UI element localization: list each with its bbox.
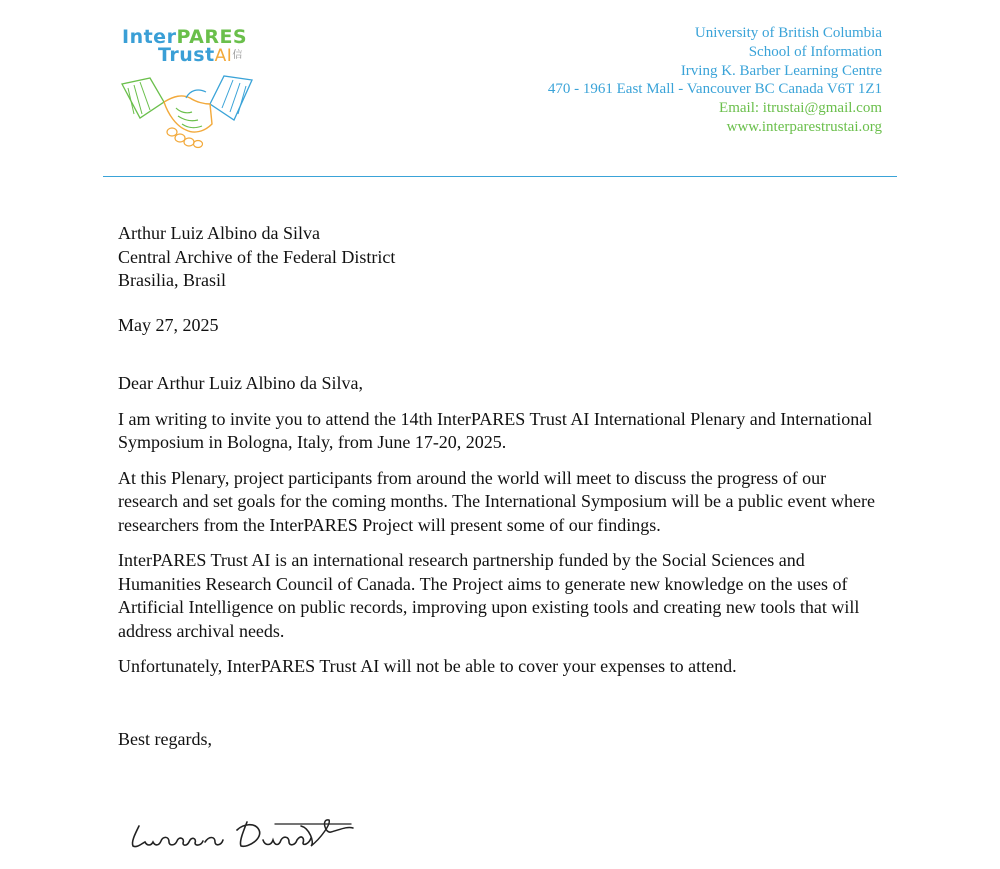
building-name: Irving K. Barber Learning Centre [680,62,882,79]
street-address: 470 - 1961 East Mall - Vancouver BC Canada V6T 1Z1 [547,81,882,98]
paragraph-plenary: At this Plenary, project participants from around the world will meet to discuss the progress of our research and set goals for the coming months. The International Symposium will be a public event where researchers from the InterPARES Project will present some of our findings. [118,467,875,535]
letter-date: May 27, 2025 [118,314,219,335]
paragraph-expenses: Unfortunately, InterPARES Trust AI will not be able to cover your expenses to attend. [118,656,737,676]
paragraph-invitation: I am writing to invite you to attend the 14th InterPARES Trust AI International Plenary and International Symposium in Bologna, Italy, from June 17-20, 2025. [118,408,873,452]
letter-body [118,222,878,751]
closing: Best regards, [118,728,212,749]
school-name: School of Information [748,43,882,60]
website-url: www.interparestrustai.org [726,118,882,135]
header-divider [103,176,897,177]
recipient-location: Brasilia, Brasil [118,270,226,290]
signature [125,812,355,858]
handshake-icon [120,74,254,154]
salutation: Dear Arthur Luiz Albino da Silva, [118,373,363,393]
recipient-name: Arthur Luiz Albino da Silva [118,223,320,243]
logo-wordmark-trustai: TrustAI信 [158,44,243,66]
recipient-organization: Central Archive of the Federal District [118,246,396,267]
recipient-block [118,222,878,293]
letterhead-address [548,24,882,137]
paragraph-project: InterPARES Trust AI is an international research partnership funded by the Social Sciences and Humanities Research Council of Canada. The Project aims to generate new knowledge on the uses of Artificial Intelligence on public records, improving upon existing tools and creating new tools that will address archival needs. [118,550,860,641]
university-name: University of British Columbia [694,25,882,41]
interpares-logo [120,26,260,154]
email-address: Email: itrustai@gmail.com [719,100,882,117]
logo-wordmark-interpares: InterPARES [122,26,248,48]
